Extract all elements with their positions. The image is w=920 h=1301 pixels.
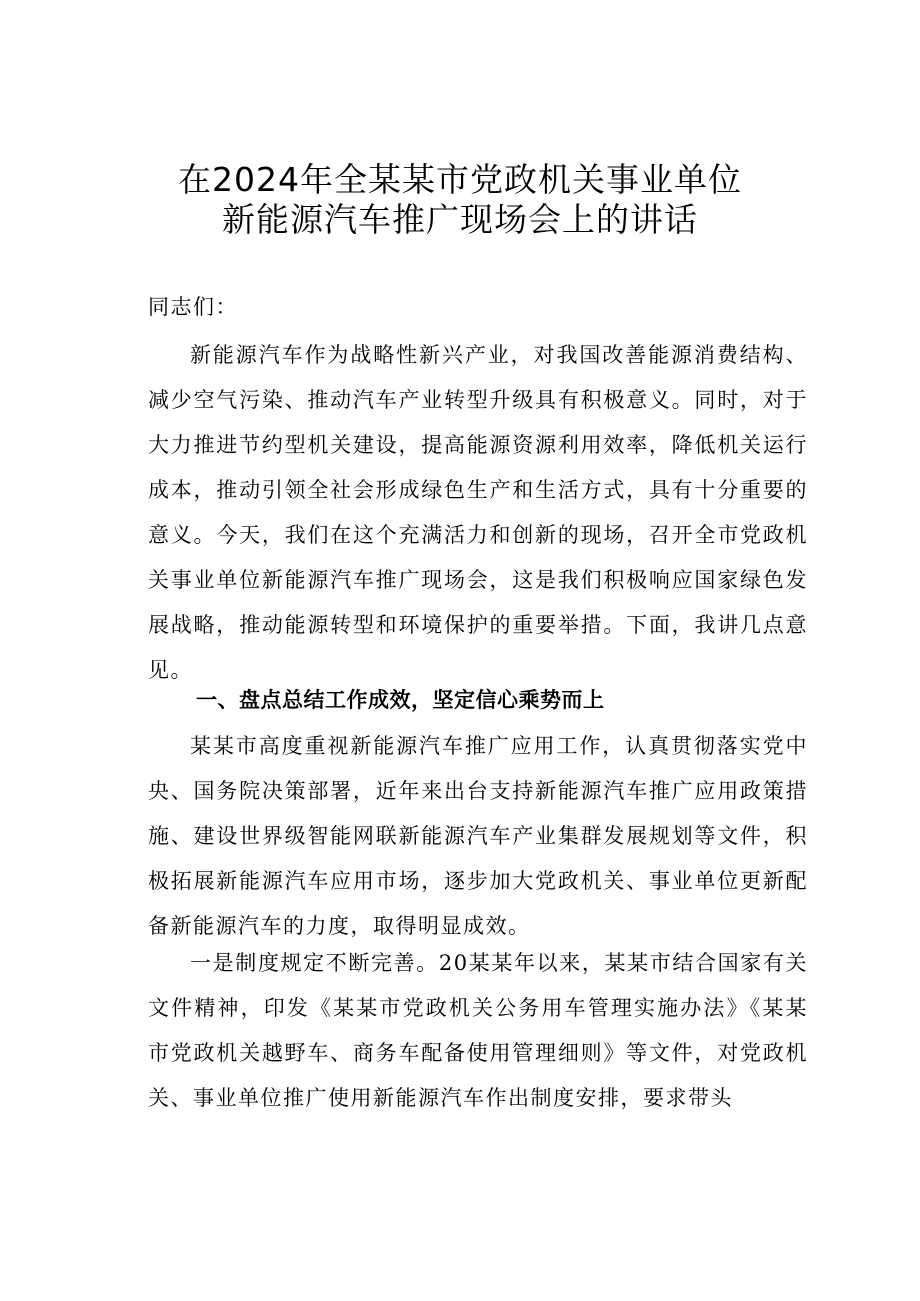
paragraph-text: 一是制度规定不断完善。20某某年以来，某某市结合国家有关文件精神，印发《某某市党政机关公务用车管理实施办法》《某某市党政机关越野车、商务车配备使用管理细则》等文件，对党政机关、事业单位推广使用新能源汽车作出制度安排，要求带头 — [148, 951, 808, 1110]
section-heading: 一、盘点总结工作成效，坚定信心乘势而上 — [196, 688, 605, 712]
body-paragraph-point-one — [148, 941, 808, 1121]
title-line-2: 新能源汽车推广现场会上的讲话 — [222, 200, 698, 239]
document-title — [0, 160, 920, 240]
salutation: 同志们： — [148, 295, 238, 319]
body-paragraph-intro — [148, 333, 808, 693]
body-paragraph-summary — [148, 724, 808, 949]
paragraph-text: 新能源汽车作为战略性新兴产业，对我国改善能源消费结构、减少空气污染、推动汽车产业转型升级具有积极意义。同时，对于大力推进节约型机关建设，提高能源资源利用效率，降低机关运行成本，推动引领全社会形成绿色生产和生活方式，具有十分重要的意义。今天，我们在这个充满活力和创新的现场，召开全市党政机关事业单位新能源汽车推广现场会，这是我们积极响应国家绿色发展战略，推动能源转型和环境保护的重要举措。下面，我讲几点意见。 — [148, 343, 808, 682]
paragraph-text: 某某市高度重视新能源汽车推广应用工作，认真贯彻落实党中央、国务院决策部署，近年来出台支持新能源汽车推广应用政策措施、建设世界级智能网联新能源汽车产业集群发展规划等文件，积极拓展新能源汽车应用市场，逐步加大党政机关、事业单位更新配备新能源汽车的力度，取得明显成效。 — [148, 734, 808, 938]
title-line-1: 在2024年全某某市党政机关事业单位 — [178, 160, 742, 199]
